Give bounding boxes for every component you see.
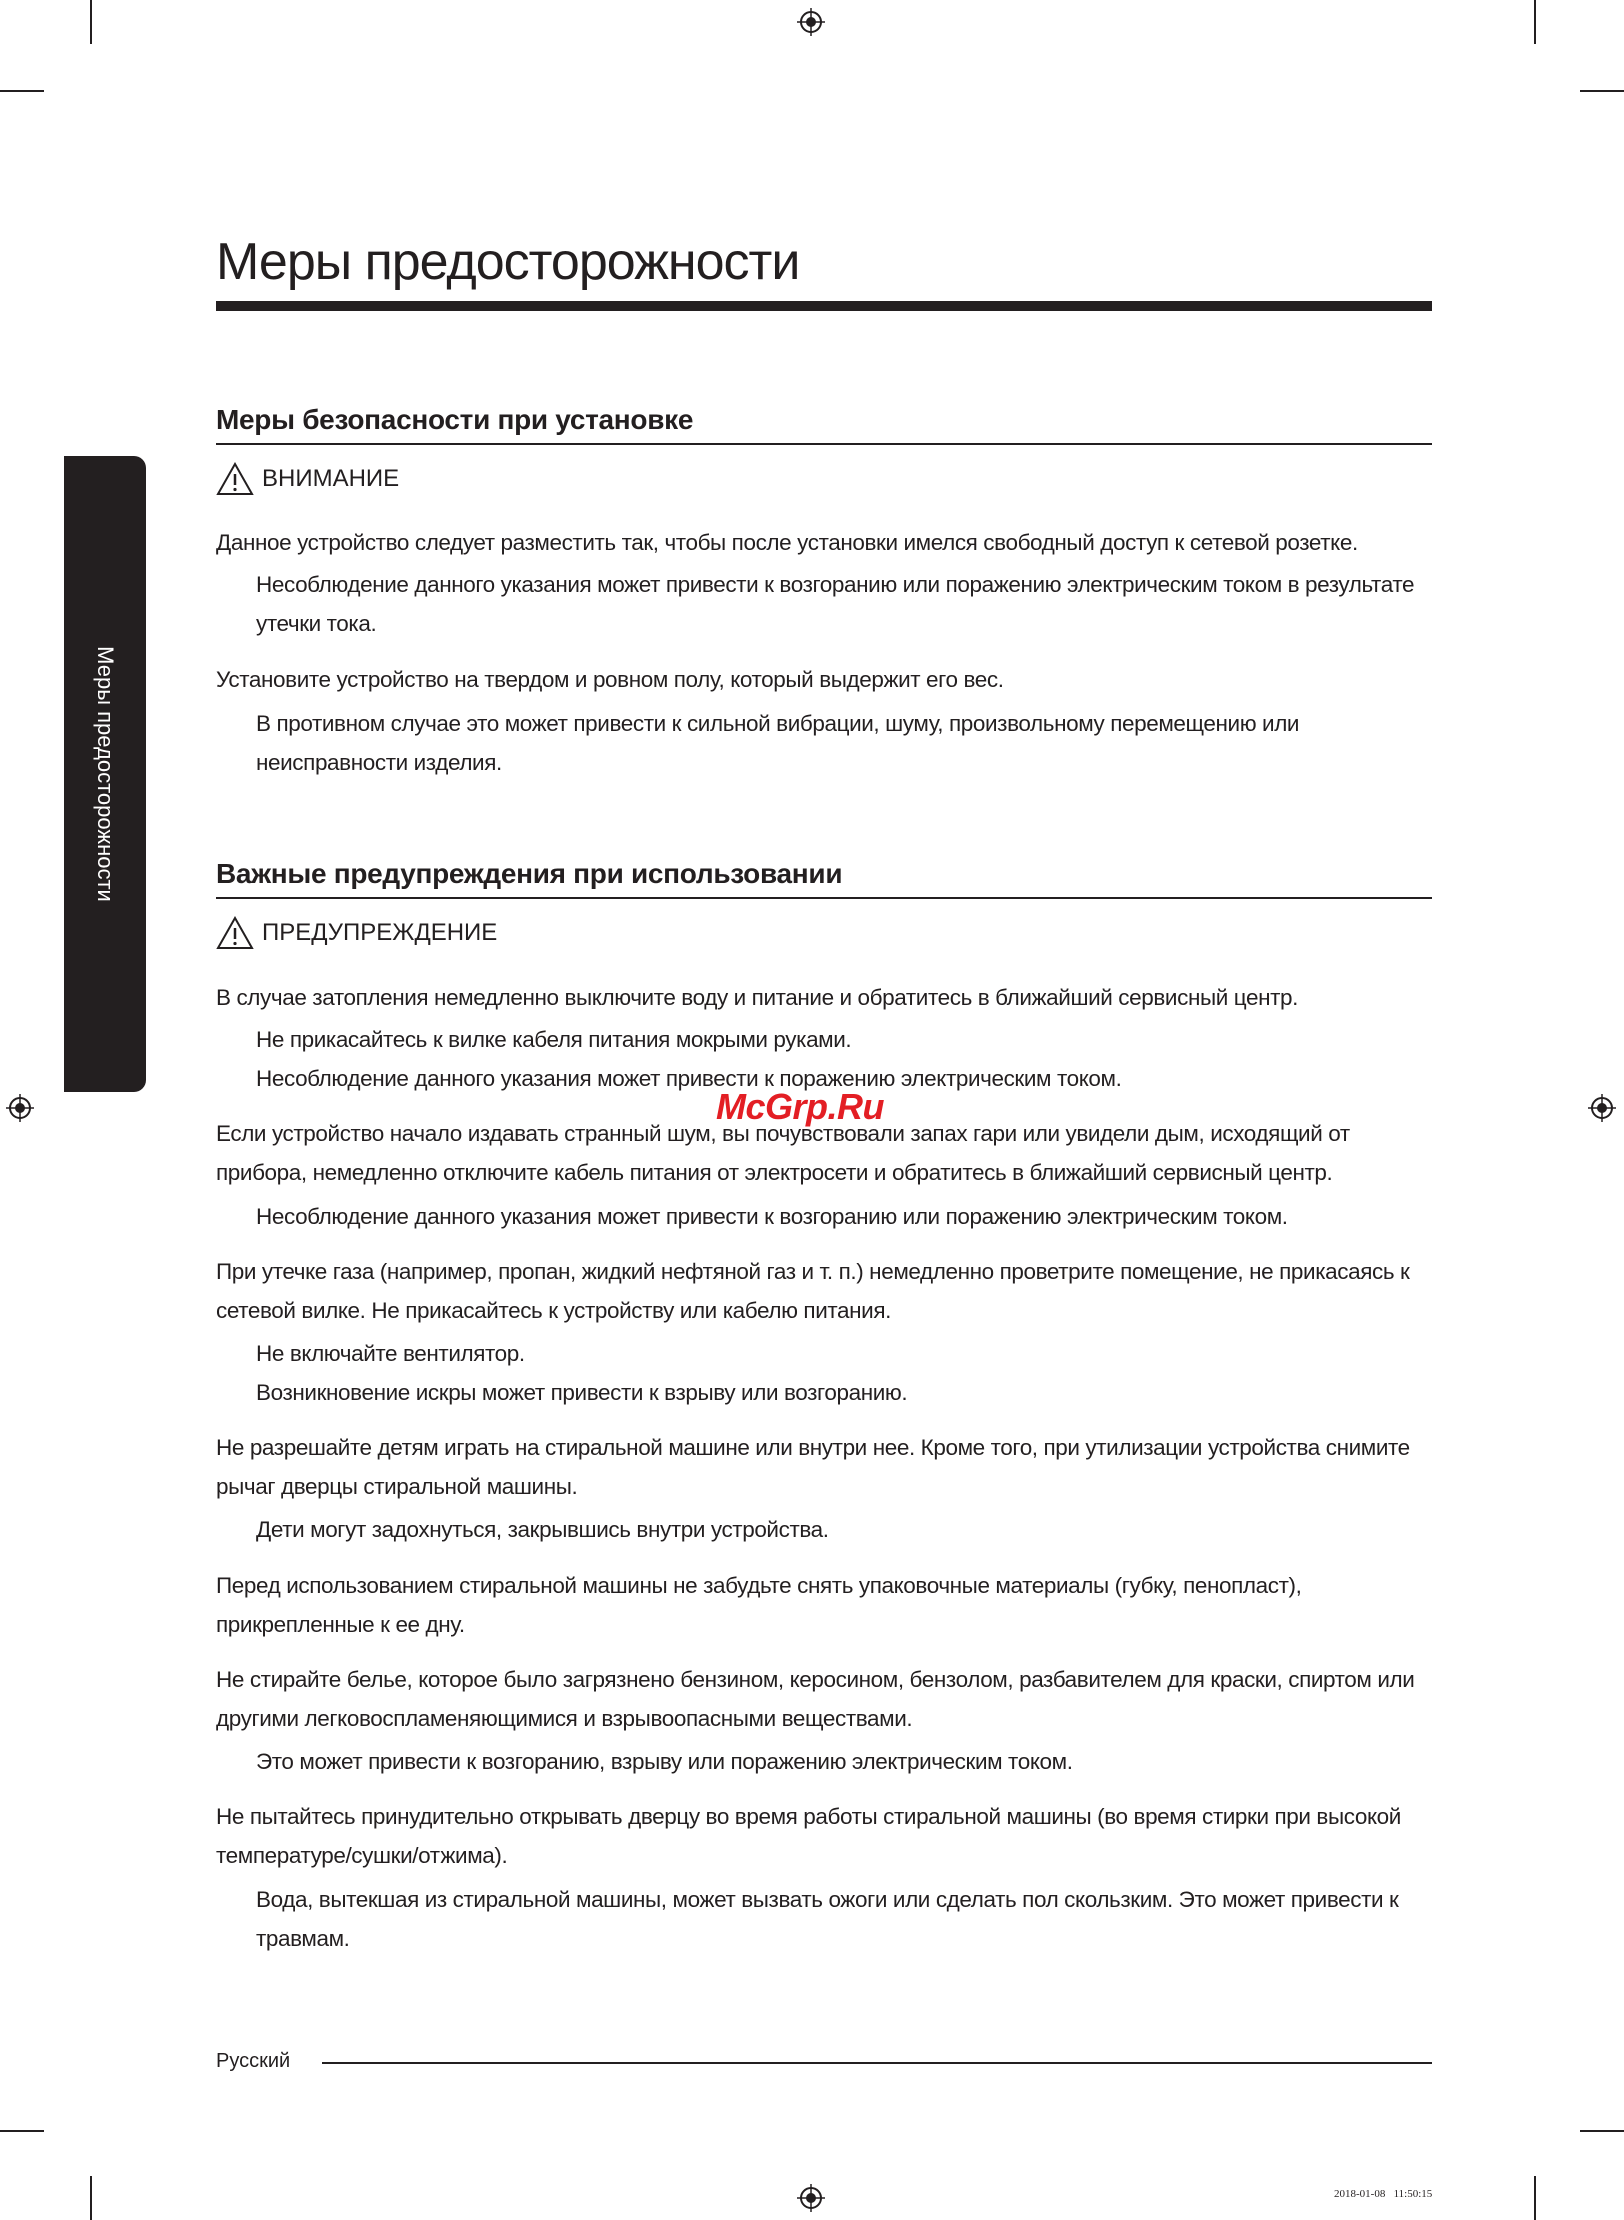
title-rule xyxy=(216,301,1432,311)
warning-triangle-icon xyxy=(216,462,254,496)
warning-label xyxy=(216,916,497,950)
paragraph: В случае затопления немедленно выключите воду и питание и обратитесь в ближайший сервисный центр. xyxy=(216,985,1299,1010)
paragraph-indented: В противном случае это может привести к сильной вибрации, шуму, произвольному перемещению или неисправности изделия. xyxy=(256,711,1300,775)
paragraph: Данное устройство следует разместить так, чтобы после установки имелся свободный доступ к сетевой розетке. xyxy=(216,530,1358,555)
print-stamp: 2018-01-08 11:50:15 xyxy=(1334,2188,1433,2200)
caution-label xyxy=(216,462,399,496)
paragraph: Не разрешайте детям играть на стиральной машине или внутри нее. Кроме того, при утилизации устройства снимите рычаг дверцы стиральной машины. xyxy=(216,1435,1410,1499)
paragraph: При утечке газа (например, пропан, жидкий нефтяной газ и т. п.) немедленно проветрите помещение, не прикасаясь к сетевой вилке. Не прикасайтесь к устройству или кабелю питания. xyxy=(216,1259,1410,1323)
paragraph-indented: Несоблюдение данного указания может привести к возгоранию или поражению электрическим током в результате утечки тока. xyxy=(256,572,1415,636)
registration-mark-icon xyxy=(6,1094,34,1122)
registration-mark-icon xyxy=(797,2184,825,2212)
crop-mark xyxy=(0,2130,44,2132)
paragraph: Если устройство начало издавать странный шум, вы почувствовали запах гари или увидели дым, исходящий от прибора, немедленно отключите кабель питания от электросети и обратитесь в ближайший сервисный центр. xyxy=(216,1121,1350,1185)
side-tab-label: Меры предосторожности xyxy=(93,646,118,902)
caution-text: ВНИМАНИЕ xyxy=(262,465,400,492)
paragraph-indented: Несоблюдение данного указания может привести к возгоранию или поражению электрическим током. xyxy=(256,1204,1288,1229)
page-title: Меры предосторожности xyxy=(216,233,800,291)
paragraph: Не стирайте белье, которое было загрязнено бензином, керосином, бензолом, разбавителем для краски, спиртом или другими легковоспламеняющимися и взрывоопасными веществами. xyxy=(216,1667,1415,1731)
footer-language: Русский xyxy=(216,2050,291,2072)
paragraph-indented: Несоблюдение данного указания может привести к поражению электрическим током. xyxy=(256,1066,1122,1091)
paragraph: Установите устройство на твердом и ровном полу, который выдержит его вес. xyxy=(216,667,1004,692)
crop-mark xyxy=(1534,0,1536,44)
crop-mark xyxy=(0,90,44,92)
section-rule xyxy=(216,443,1432,445)
crop-mark xyxy=(90,2176,92,2220)
footer-rule xyxy=(322,2062,1432,2064)
watermark: McGrp.Ru xyxy=(716,1086,885,1127)
paragraph-indented: Вода, вытекшая из стиральной машины, может вызвать ожоги или сделать пол скользким. Это может привести к травмам. xyxy=(256,1887,1399,1951)
section-title-usage-warnings: Важные предупреждения при использовании xyxy=(216,858,843,889)
warning-triangle-icon xyxy=(216,916,254,950)
registration-mark-icon xyxy=(797,8,825,36)
paragraph-indented: Не включайте вентилятор. xyxy=(256,1341,525,1366)
paragraph: Не пытайтесь принудительно открывать дверцу во время работы стиральной машины (во время стирки при высокой температуре/сушки/отжима). xyxy=(216,1804,1401,1868)
crop-mark xyxy=(1580,90,1624,92)
warning-text: ПРЕДУПРЕЖДЕНИЕ xyxy=(262,919,498,946)
paragraph-indented: Дети могут задохнуться, закрывшись внутри устройства. xyxy=(256,1517,829,1542)
paragraph: Перед использованием стиральной машины не забудьте снять упаковочные материалы (губку, пенопласт), прикрепленные к ее дну. xyxy=(216,1573,1302,1637)
side-tab xyxy=(64,456,146,1092)
section-title-installation: Меры безопасности при установке xyxy=(216,404,694,435)
crop-mark xyxy=(90,0,92,44)
paragraph-indented: Это может привести к возгоранию, взрыву или поражению электрическим током. xyxy=(256,1749,1073,1774)
paragraph-indented: Возникновение искры может привести к взрыву или возгоранию. xyxy=(256,1380,908,1405)
crop-mark xyxy=(1580,2130,1624,2132)
crop-mark xyxy=(1534,2176,1536,2220)
paragraph-indented: Не прикасайтесь к вилке кабеля питания мокрыми руками. xyxy=(256,1027,852,1052)
section-rule xyxy=(216,897,1432,899)
registration-mark-icon xyxy=(1588,1094,1616,1122)
